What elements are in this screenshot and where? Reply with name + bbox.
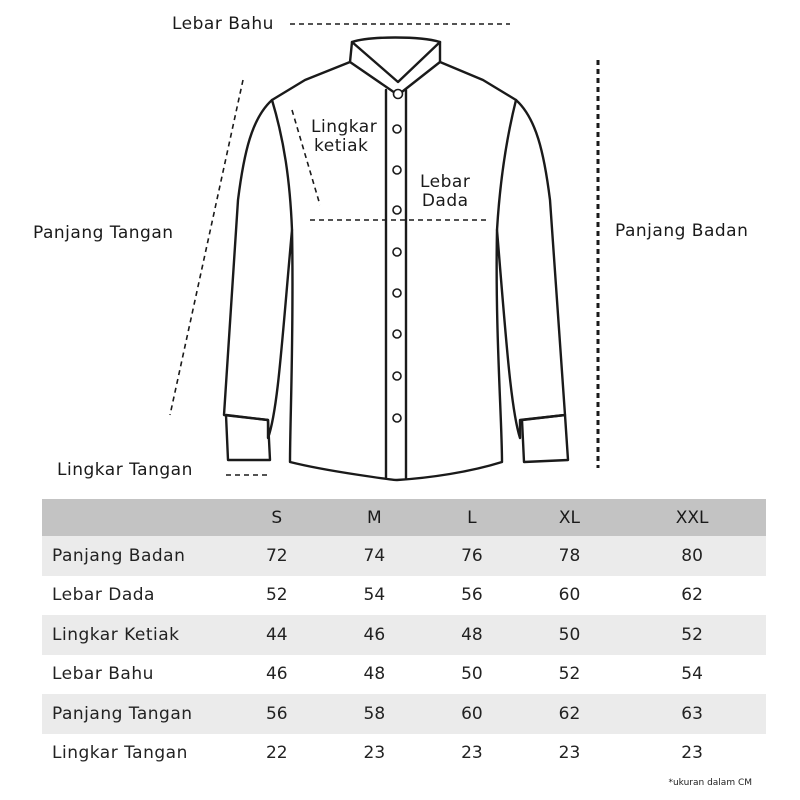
table-cell: 48 [423,615,521,655]
row-label: Panjang Tangan [42,694,228,734]
left-sleeve-seam [272,100,292,230]
label-lebar-dada-line1: Lebar [420,172,471,192]
label-lebar-bahu: Lebar Bahu [172,14,274,34]
table-cell: 72 [228,536,326,576]
header-size-l: L [423,499,521,536]
table-cell: 48 [326,655,424,695]
table-row [42,536,766,576]
panjang-tangan-line [170,80,243,415]
row-label: Lingkar Ketiak [42,615,228,655]
label-lingkar-ketiak [311,118,377,156]
table-cell: 50 [521,615,619,655]
size-header-row [42,499,766,536]
table-cell: 54 [618,655,766,695]
label-lebar-dada [420,173,470,211]
size-chart-table [42,499,766,773]
table-cell: 58 [326,694,424,734]
right-cuff [522,415,568,462]
left-cuff [226,415,270,460]
table-cell: 56 [228,694,326,734]
table-row [42,734,766,774]
table-row [42,576,766,616]
table-cell: 80 [618,536,766,576]
header-size-m: M [326,499,424,536]
table-row [42,615,766,655]
table-cell: 23 [521,734,619,774]
button-6 [393,289,401,297]
table-cell: 46 [326,615,424,655]
label-lingkar-tangan: Lingkar Tangan [57,460,193,480]
label-panjang-tangan: Panjang Tangan [33,223,174,243]
table-row [42,655,766,695]
row-label: Lingkar Tangan [42,734,228,774]
collar [350,38,440,96]
table-cell: 23 [326,734,424,774]
table-cell: 44 [228,615,326,655]
label-lingkar-ketiak-line1: Lingkar [311,117,378,137]
header-blank [42,499,228,536]
label-lingkar-ketiak-line2: ketiak [314,136,369,156]
unit-note: *ukuran dalam CM [668,778,752,788]
table-cell: 52 [228,576,326,616]
table-cell: 54 [326,576,424,616]
button-7 [393,330,401,338]
button-1 [394,90,403,99]
table-cell: 46 [228,655,326,695]
collar-stand [352,42,440,82]
table-cell: 23 [618,734,766,774]
table-cell: 22 [228,734,326,774]
table-cell: 52 [618,615,766,655]
table-cell: 62 [521,694,619,734]
row-label: Lebar Dada [42,576,228,616]
table-cell: 74 [326,536,424,576]
table-cell: 23 [423,734,521,774]
button-3 [393,166,401,174]
table-cell: 52 [521,655,619,695]
row-label: Panjang Badan [42,536,228,576]
button-9 [393,414,401,422]
table-cell: 62 [618,576,766,616]
table-cell: 78 [521,536,619,576]
table-row [42,694,766,734]
right-sleeve-seam [497,100,516,230]
header-size-s: S [228,499,326,536]
header-size-xxl: XXL [618,499,766,536]
button-8 [393,372,401,380]
table-cell: 63 [618,694,766,734]
button-4 [393,206,401,214]
table-cell: 60 [423,694,521,734]
table-cell: 56 [423,576,521,616]
table-cell: 50 [423,655,521,695]
table-cell: 60 [521,576,619,616]
row-label: Lebar Bahu [42,655,228,695]
table-cell: 76 [423,536,521,576]
label-panjang-badan: Panjang Badan [615,221,749,241]
header-size-xl: XL [521,499,619,536]
button-5 [393,248,401,256]
button-2 [393,125,401,133]
label-lebar-dada-line2: Dada [421,191,469,211]
